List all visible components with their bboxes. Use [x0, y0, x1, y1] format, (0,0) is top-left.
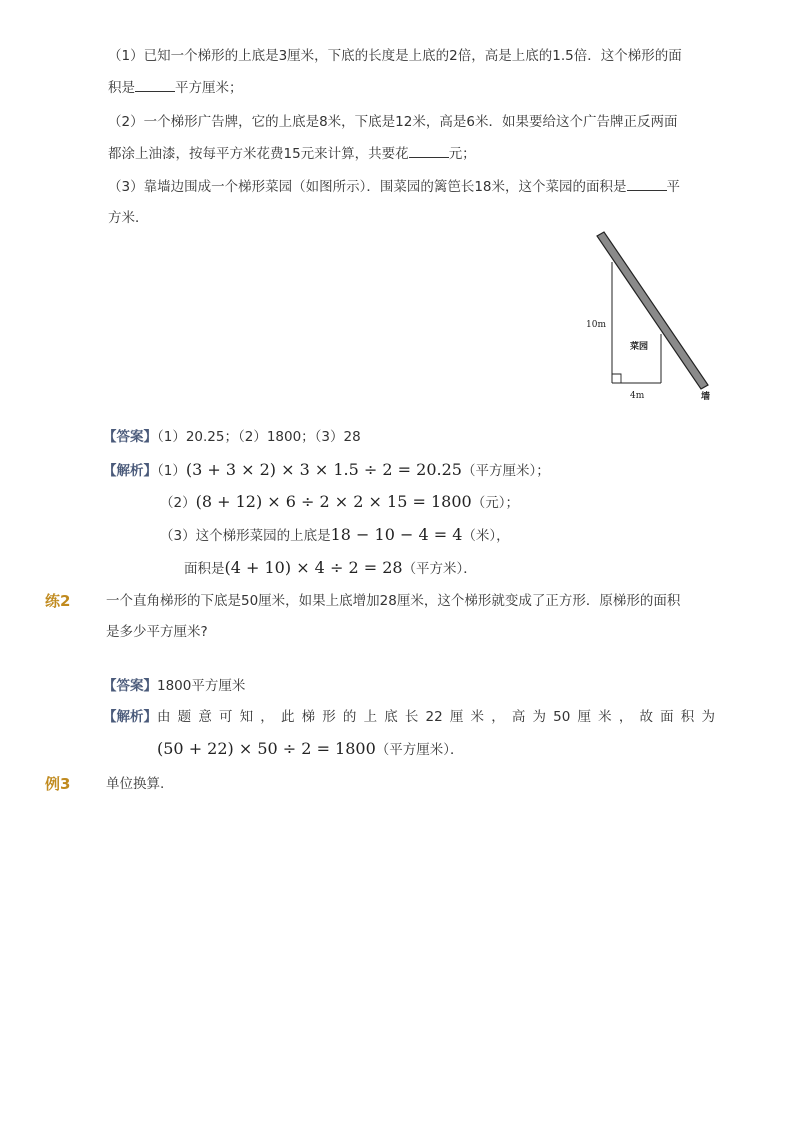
analysis2-word: 由 [157, 709, 171, 725]
analysis1-l3-math: 18 − 10 − 4 = 4 [330, 525, 463, 544]
analysis2-word: ， [491, 709, 505, 725]
q3-answer-blank [627, 176, 667, 191]
analysis2-word: 50 [553, 709, 571, 725]
analysis1-l3-unit: （米）， [462, 528, 510, 544]
q1-line1: （1）已知一个梯形的上底是3厘米，下底的长度是上底的2倍，高是上底的1.5倍．这个梯形的面 [108, 48, 682, 64]
q1-answer-blank [135, 77, 175, 92]
q2-answer-blank [409, 143, 449, 158]
analysis1-l1-math: (3 + 3 × 2) × 3 × 1.5 ÷ 2 = 20.25 [185, 460, 462, 479]
q3-line1-start: （3）靠墙边围成一个梯形菜园（如图所示）．围菜园的篱笆长18米，这个菜园的面积是 [108, 179, 627, 195]
q1-line2-start: 积是 [108, 80, 135, 96]
analysis1-l2-pre: （2） [160, 495, 196, 511]
analysis1-line2 [160, 492, 519, 513]
analysis2-word: 22 [425, 709, 443, 725]
analysis2-word: 高 [511, 709, 526, 725]
analysis1-l1-unit: （平方厘米）； [461, 463, 550, 479]
analysis2-word: 厘 [577, 709, 591, 725]
analysis2-l2-math: (50 + 22) × 50 ÷ 2 = 1800 [157, 739, 376, 758]
analysis2-word: 意 [198, 709, 212, 725]
wall-shape [597, 232, 708, 389]
analysis1-l2-unit: （元）； [471, 495, 519, 511]
q1-line2 [108, 77, 243, 98]
height-label: 10m [586, 320, 606, 330]
ex2-label: 练2 [45, 592, 71, 610]
answer1-text: （1）20.25；（2）1800；（3）28 [157, 429, 361, 445]
answer2-tag: 【答案】 [103, 678, 157, 694]
analysis2-word: 上 [363, 709, 378, 725]
analysis2-word: ， [618, 709, 633, 725]
analysis2-word: 题 [177, 709, 192, 725]
analysis2-word: 可 [218, 709, 233, 725]
q1-line2-end: 平方厘米； [175, 80, 243, 96]
analysis2-word: 故 [639, 709, 653, 725]
analysis1-line1 [103, 460, 550, 481]
answer2-text: 1800平方厘米 [157, 678, 246, 694]
ex2-line1: 一个直角梯形的下底是50厘米，如果上底增加28厘米，这个梯形就变成了正方形．原梯形的面积 [106, 593, 681, 609]
analysis2-l2-unit: （平方厘米）． [375, 742, 464, 758]
answer1-line [103, 427, 361, 447]
analysis2-word: 知 [239, 709, 254, 725]
right-angle-marker [612, 374, 621, 383]
analysis2-word: 米 [470, 709, 485, 725]
analysis2-word: 厘 [449, 709, 464, 725]
analysis1-line4 [184, 558, 477, 579]
analysis2-word: 长 [404, 709, 419, 725]
analysis2-tag: 【解析】 [103, 709, 157, 725]
analysis2-word: 的 [342, 709, 357, 725]
analysis2-word: 底 [384, 709, 398, 725]
analysis1-l4-unit: （平方米）． [402, 561, 477, 577]
q2-line2-start: 都涂上油漆，按每平方米花费15元来计算，共要花 [108, 146, 409, 162]
analysis2-word: 形 [322, 709, 336, 725]
q3-line1-end: 平 [666, 179, 681, 195]
q3-line2: 方米． [108, 210, 149, 226]
q3-line1 [108, 176, 680, 197]
analysis2-word: 为 [701, 709, 715, 725]
analysis1-l1-pre: （1） [157, 463, 186, 479]
q2-line2-end: 元； [448, 146, 476, 162]
analysis1-l4-math: (4 + 10) × 4 ÷ 2 = 28 [224, 558, 403, 577]
analysis2-word: 为 [532, 709, 546, 725]
analysis1-l4-pre: 面积是 [184, 561, 225, 577]
analysis2-word: 此 [280, 709, 295, 725]
answer1-tag: 【答案】 [103, 429, 157, 445]
analysis2-word: 米 [598, 709, 612, 725]
garden-label: 菜园 [630, 342, 649, 352]
wall-label: 墙 [701, 392, 711, 402]
analysis2-line2 [157, 739, 464, 760]
answer2-line [103, 676, 245, 696]
analysis1-tag: 【解析】 [103, 463, 157, 479]
analysis2-justified-text [157, 707, 715, 727]
q2-line2 [108, 143, 476, 164]
ex2-line2: 是多少平方厘米? [106, 624, 208, 640]
analysis2-word: 梯 [301, 709, 316, 725]
trapezoid-garden-diagram [575, 228, 720, 406]
ex3-text: 单位换算. [106, 776, 165, 792]
base-label: 4m [630, 391, 645, 401]
analysis1-l3-pre: （3）这个梯形菜园的上底是 [160, 528, 331, 544]
ex3-label: 例3 [45, 775, 71, 793]
analysis2-line1 [103, 707, 715, 727]
analysis2-word: 面 [660, 709, 674, 725]
analysis2-word: ， [260, 709, 274, 725]
analysis1-line3 [160, 525, 510, 546]
analysis2-word: 积 [680, 709, 695, 725]
analysis1-l2-math: (8 + 12) × 6 ÷ 2 × 2 × 15 = 1800 [195, 492, 472, 511]
q2-line1: （2）一个梯形广告牌，它的上底是8米，下底是12米，高是6米．如果要给这个广告牌正反两面 [108, 114, 678, 130]
